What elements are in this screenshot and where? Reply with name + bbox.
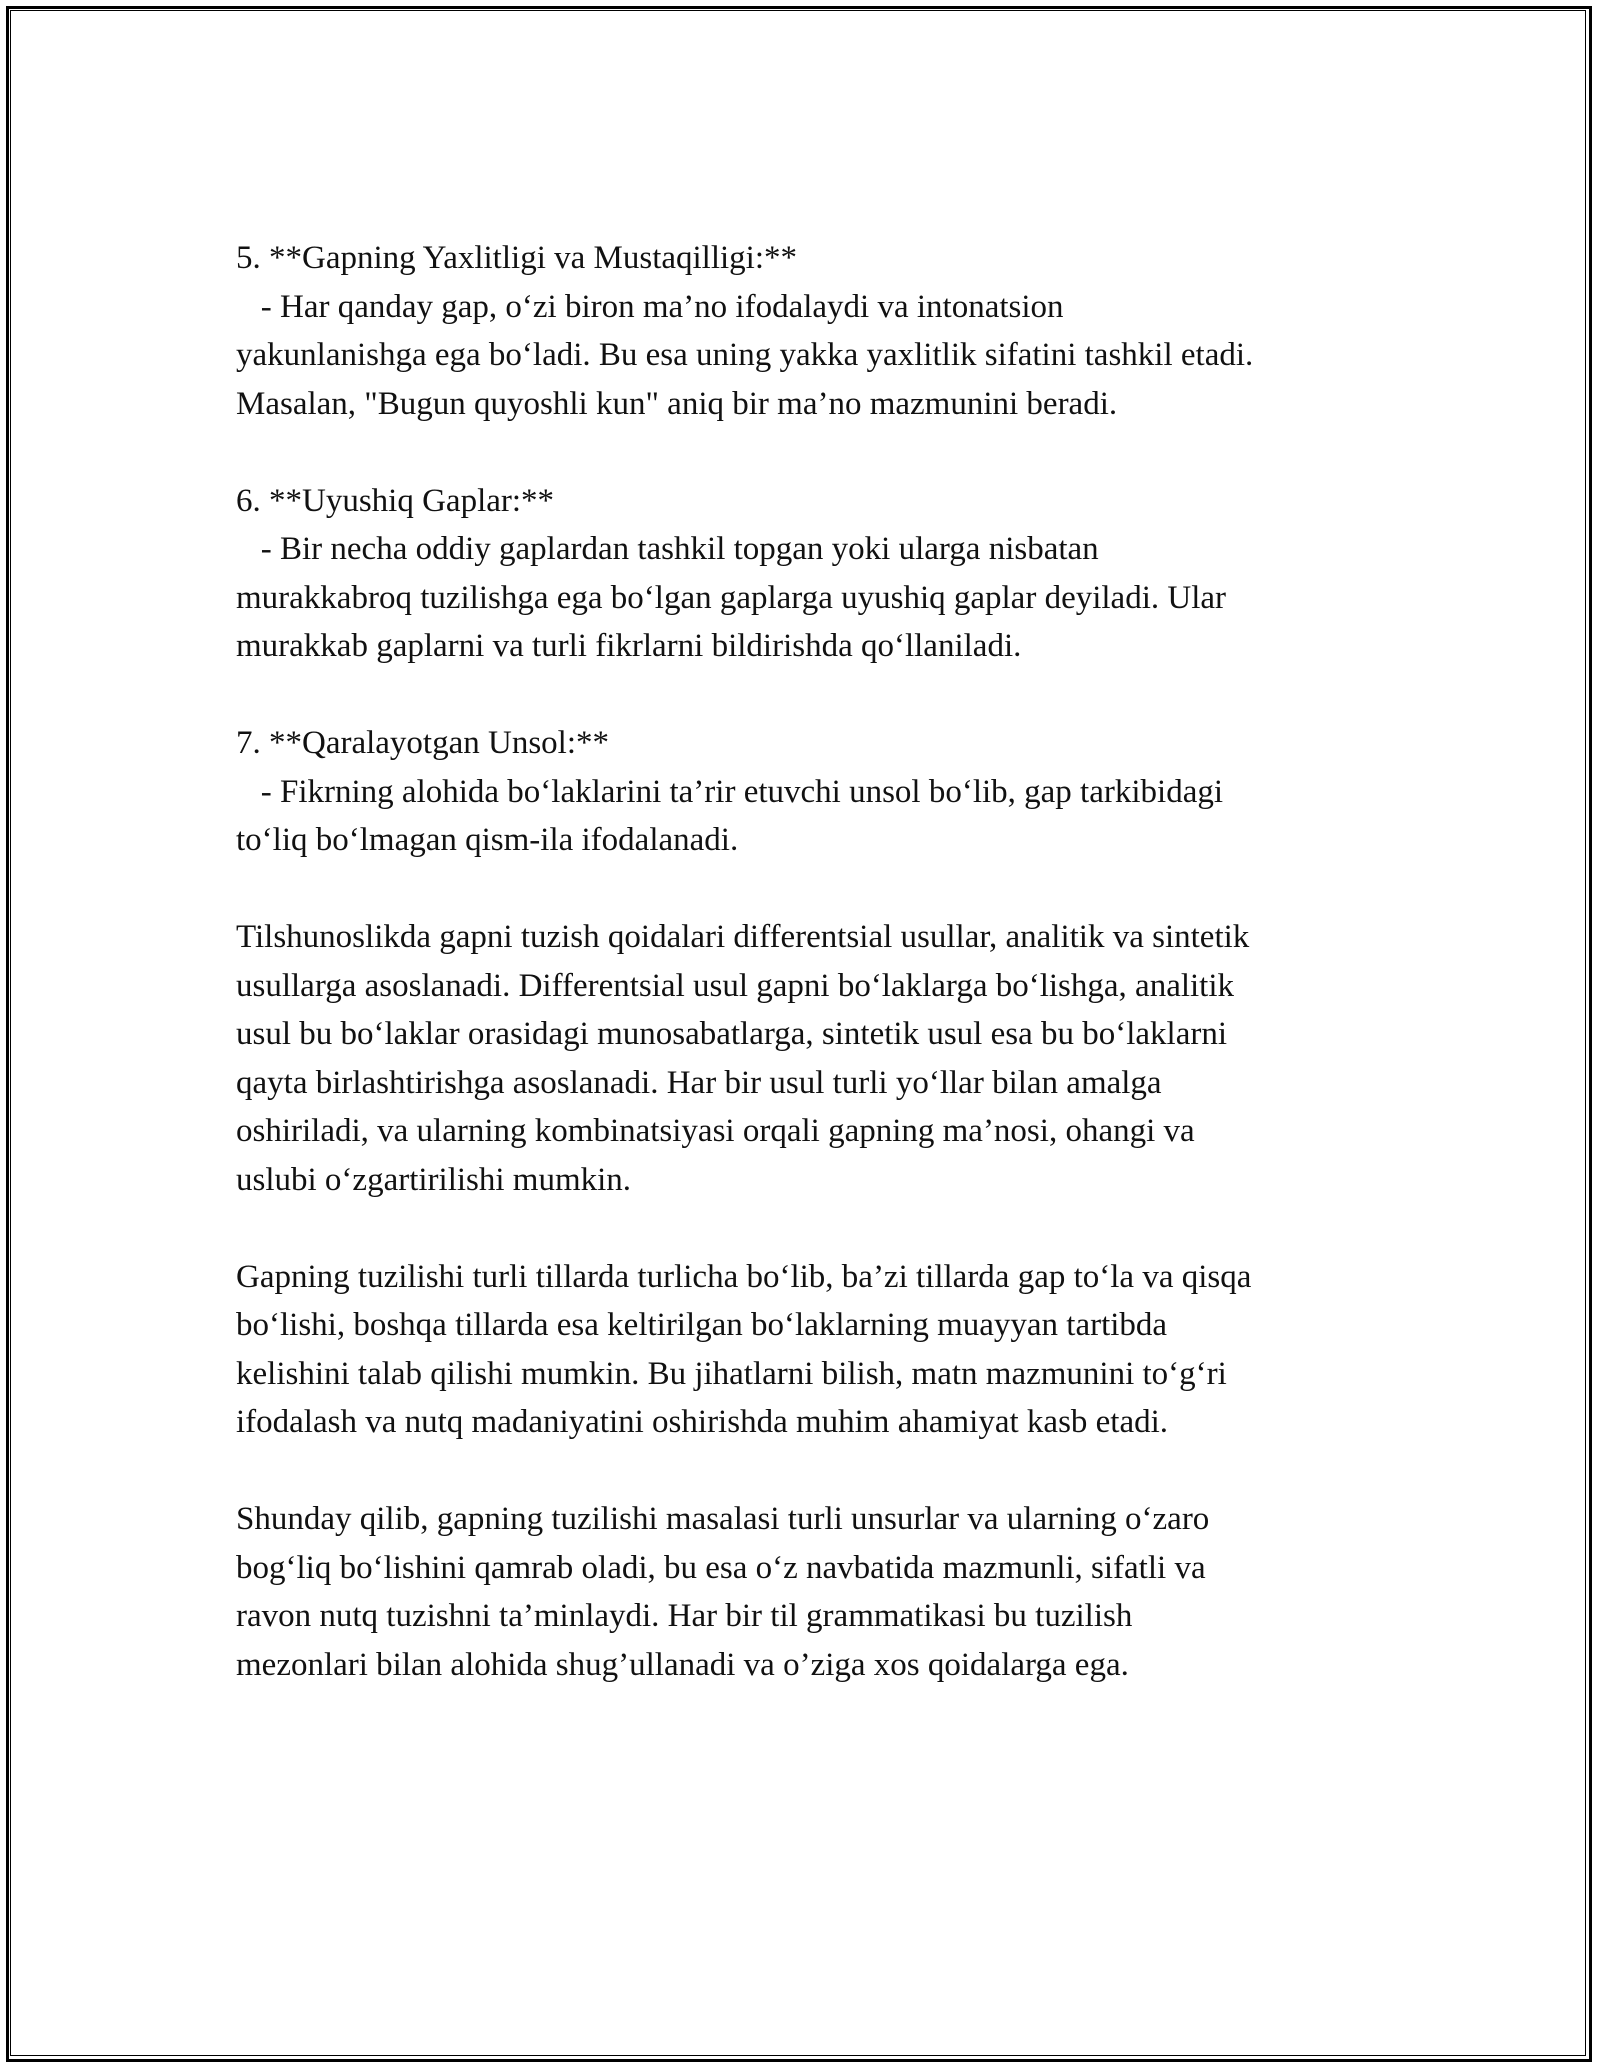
section-line: murakkab gaplarni va turli fikrlarni bildirishda qo‘llaniladi. — [236, 628, 1022, 664]
section-line: yakunlanishga ega bo‘ladi. Bu esa uning yakka yaxlitlik sifatini tashkil etadi. — [236, 337, 1254, 373]
paragraph-line: bog‘liq bo‘lishini qamrab oladi, bu esa o‘z navbatida mazmunli, sifatli va — [236, 1549, 1206, 1586]
section-line: murakkabroq tuzilishga ega bo‘lgan gaplarga uyushiq gaplar deyiladi. Ular — [236, 579, 1226, 616]
paragraph-line: ifodalash va nutq madaniyatini oshirishda muhim ahamiyat kasb etadi. — [236, 1404, 1169, 1440]
paragraph-line: usullarga asoslanadi. Differentsial usul gapni bo‘laklarga bo‘lishga, analitik — [236, 967, 1235, 1004]
paragraph-line: oshiriladi, va ularning kombinatsiyasi orqali gapning ma’nosi, ohangi va — [236, 1113, 1195, 1149]
section-heading: 7. **Qaralayotgan Unsol:** — [236, 725, 610, 761]
paragraph-line: Shunday qilib, gapning tuzilishi masalasi turli unsurlar va ularning o‘zaro — [236, 1501, 1210, 1537]
section-line: Masalan, "Bugun quyoshli kun" aniq bir ma’no mazmunini beradi. — [236, 385, 1118, 422]
paragraph-line: uslubi o‘zgartirilishi mumkin. — [236, 1161, 632, 1198]
paragraph-line: usul bu bo‘laklar orasidagi munosabatlarga, sintetik usul esa bu bo‘laklarni — [236, 1016, 1227, 1052]
paragraph-methods — [236, 913, 1386, 1204]
paragraph-line: Tilshunoslikda gapni tuzish qoidalari differentsial usullar, analitik va sintetik — [236, 919, 1250, 955]
section-line: - Fikrning alohida bo‘laklarini ta’rir etuvchi unsol bo‘lib, gap tarkibidagi — [236, 773, 1224, 810]
paragraph-line: kelishini talab qilishi mumkin. Bu jihatlarni bilish, matn mazmunini to‘g‘ri — [236, 1355, 1227, 1392]
paragraph-line: Gapning tuzilishi turli tillarda turlicha bo‘lib, ba’zi tillarda gap to‘la va qisqa — [236, 1258, 1252, 1295]
section-5 — [236, 234, 1386, 428]
section-line: - Bir necha oddiy gaplardan tashkil topgan yoki ularga nisbatan — [236, 531, 1099, 567]
paragraph-conclusion — [236, 1495, 1386, 1689]
paragraph-line: qayta birlashtirishga asoslanadi. Har bir usul turli yo‘llar bilan amalga — [236, 1064, 1162, 1101]
section-heading: 5. **Gapning Yaxlitligi va Mustaqilligi:** — [236, 240, 798, 276]
section-line: - Har qanday gap, o‘zi biron ma’no ifodalaydi va intonatsion — [236, 288, 1064, 325]
paragraph-languages — [236, 1253, 1386, 1447]
paragraph-line: mezonlari bilan alohida shug’ullanadi va o’ziga xos qoidalarga ega. — [236, 1646, 1129, 1683]
section-line: to‘liq bo‘lmagan qism-ila ifodalanadi. — [236, 822, 739, 858]
paragraph-line: ravon nutq tuzishni ta’minlaydi. Har bir til grammatikasi bu tuzilish — [236, 1598, 1133, 1634]
document-body — [236, 234, 1386, 1689]
section-7 — [236, 719, 1386, 865]
section-6 — [236, 477, 1386, 671]
paragraph-line: bo‘lishi, boshqa tillarda esa keltirilgan bo‘laklarning muayyan tartibda — [236, 1307, 1168, 1343]
section-heading: 6. **Uyushiq Gaplar:** — [236, 482, 555, 519]
